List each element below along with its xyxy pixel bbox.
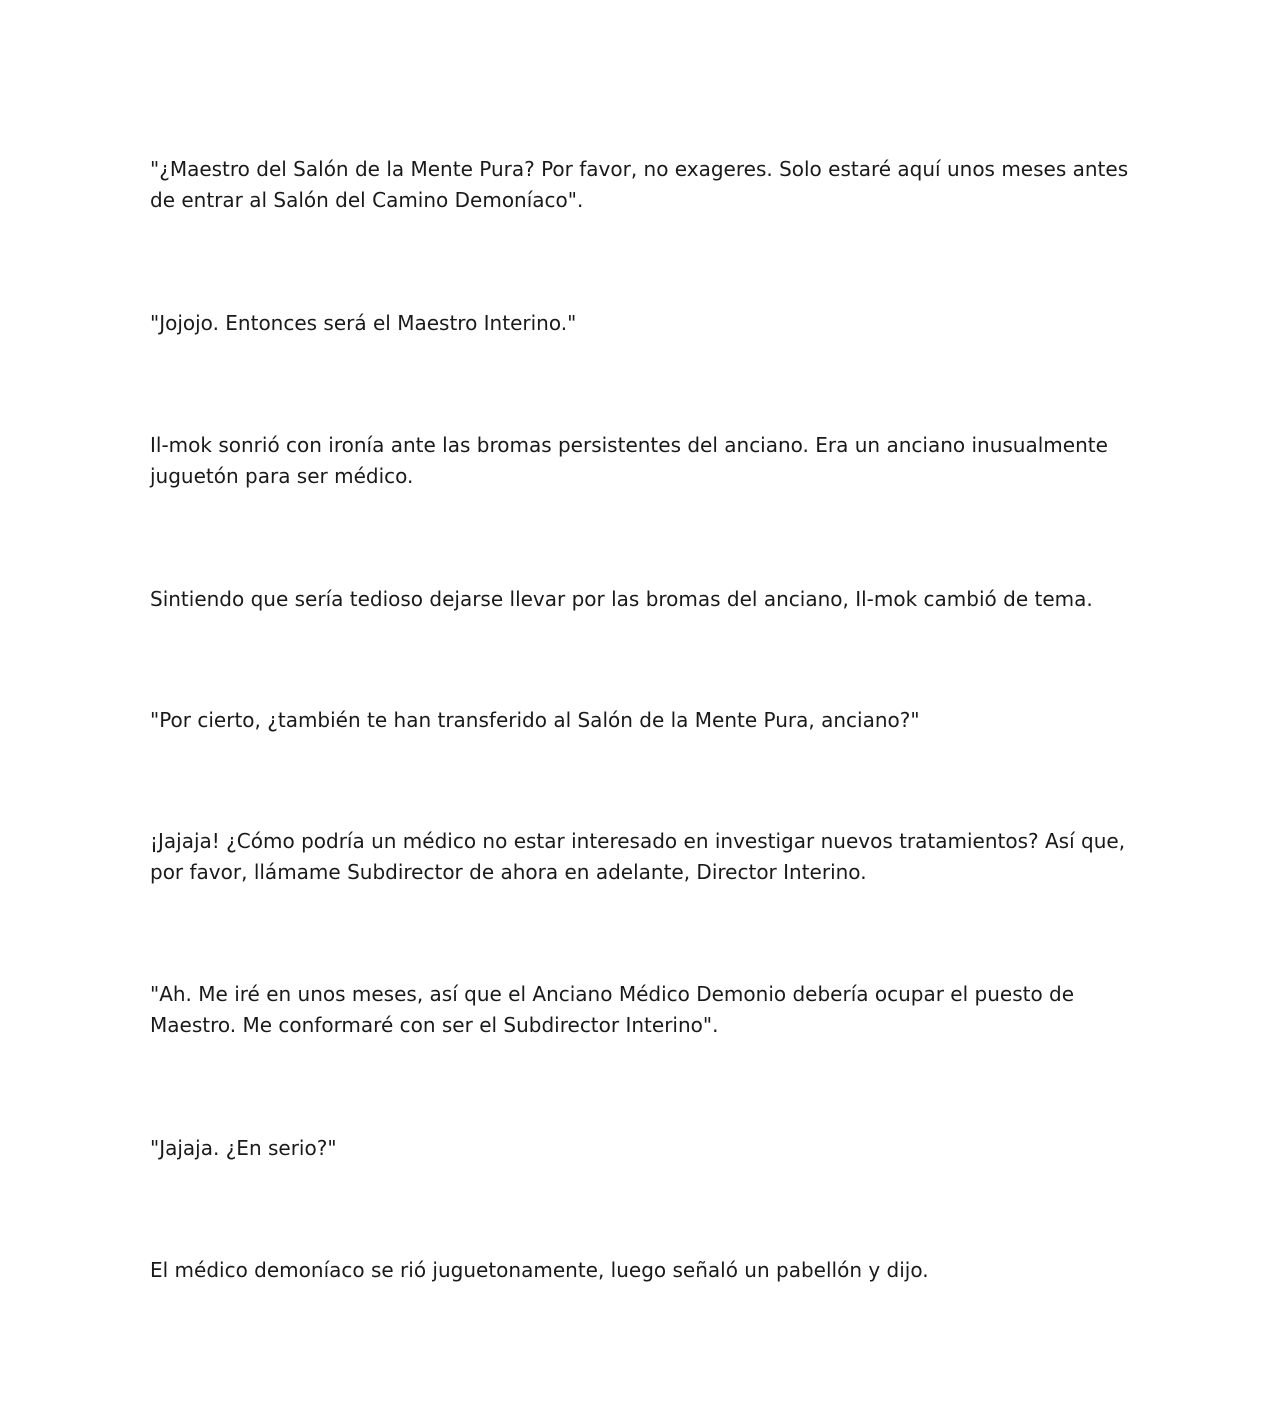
paragraph-1: "¿Maestro del Salón de la Mente Pura? Por favor, no exageres. Solo estaré aquí unos meses antes de entrar al Salón del Camino Demoníaco". <box>150 157 1129 212</box>
paragraph-6: ¡Jajaja! ¿Cómo podría un médico no estar interesado en investigar nuevos tratamientos? Así que, por favor, llámame Subdirector de ahora en adelante, Director Interino. <box>150 829 1126 884</box>
paragraph-2: "Jojojo. Entonces será el Maestro Interino." <box>150 311 577 335</box>
paragraph-8: "Jajaja. ¿En serio?" <box>150 1136 337 1160</box>
paragraph-7: "Ah. Me iré en unos meses, así que el Anciano Médico Demonio debería ocupar el puesto de Maestro. Me conformaré con ser el Subdirector Interino". <box>150 982 1075 1037</box>
paragraph-9: El médico demoníaco se rió juguetonamente, luego señaló un pabellón y dijo. <box>150 1258 929 1282</box>
paragraph-3: Il-mok sonrió con ironía ante las bromas persistentes del anciano. Era un anciano inusualmente juguetón para ser médico. <box>150 433 1108 488</box>
paragraph-4: Sintiendo que sería tedioso dejarse llevar por las bromas del anciano, Il-mok cambió de tema. <box>150 587 1093 611</box>
paragraph-5: "Por cierto, ¿también te han transferido al Salón de la Mente Pura, anciano?" <box>150 708 920 732</box>
